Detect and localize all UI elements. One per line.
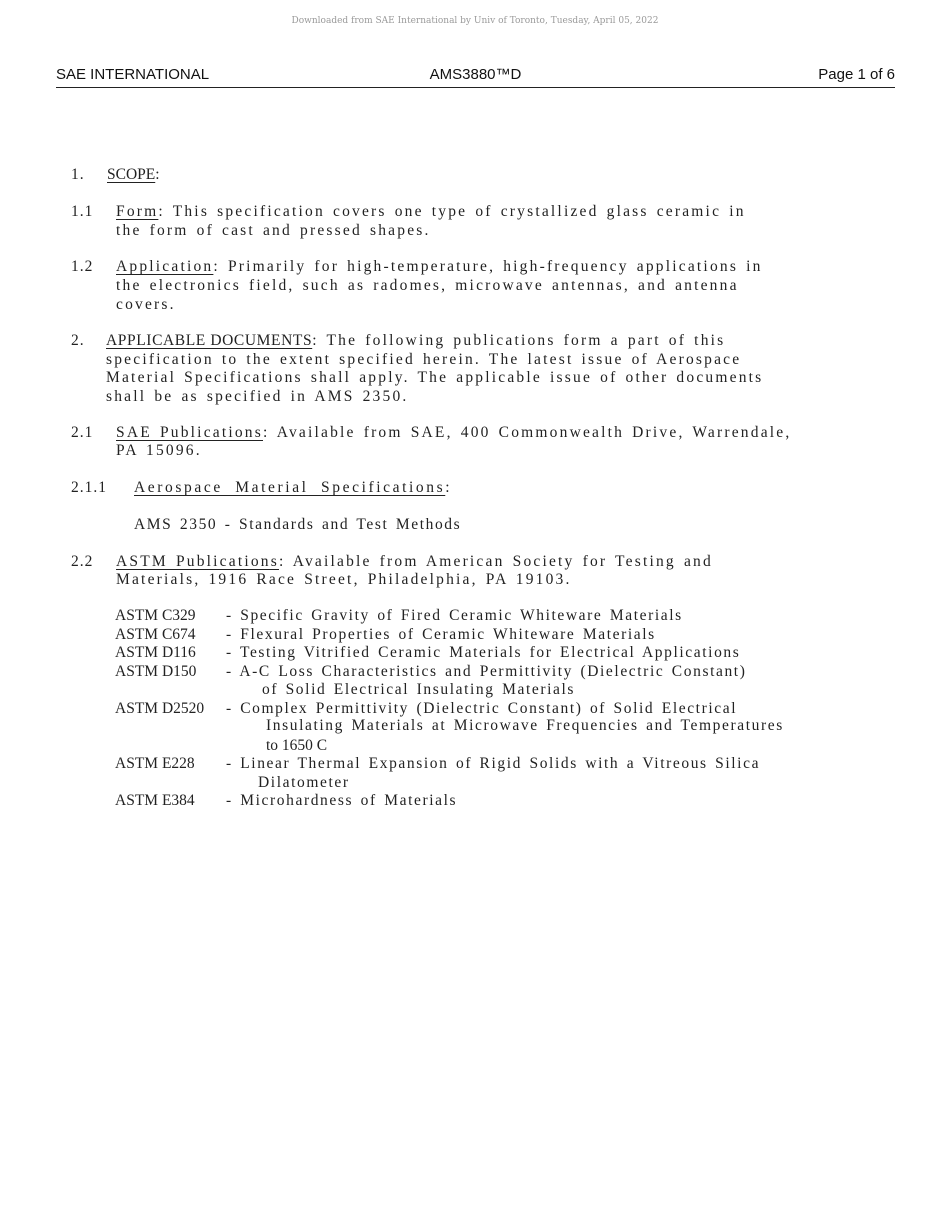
section-number: 2.2 <box>71 553 94 570</box>
subsection-heading-ams <box>134 479 452 498</box>
astm-description: - Linear Thermal Expansion of Rigid Solids with a Vitreous Silica <box>226 755 761 772</box>
section-heading-scope <box>107 166 160 185</box>
astm-description: - Testing Vitrified Ceramic Materials for Electrical Applications <box>226 644 741 661</box>
astm-description-continued: of Solid Electrical Insulating Materials <box>262 681 576 698</box>
applicable-docs-text: : The following publications form a part of this <box>312 332 726 349</box>
section-number: 1. <box>71 166 85 183</box>
ams-title: Aerospace Material Specifications <box>134 479 446 496</box>
applicable-docs-title: APPLICABLE DOCUMENTS <box>106 332 313 349</box>
astm-description: - Flexural Properties of Ceramic Whiteware Materials <box>226 626 656 643</box>
paragraph-application-line: covers. <box>116 296 176 313</box>
astm-code: ASTM C674 <box>115 626 196 643</box>
paragraph-form-line <box>116 203 746 222</box>
paragraph-applicable-docs-line: specification to the extent specified herein. The latest issue of Aerospace <box>106 351 742 368</box>
scope-colon: : <box>155 166 160 183</box>
section-number: 2.1.1 <box>71 479 107 496</box>
paragraph-applicable-docs-line <box>106 332 725 351</box>
form-title: Form <box>116 203 159 220</box>
astm-description: - A-C Loss Characteristics and Permittivity (Dielectric Constant) <box>226 663 747 680</box>
astm-description-continued: to 1650 C <box>266 737 328 754</box>
paragraph-form-line: the form of cast and pressed shapes. <box>116 222 431 239</box>
header-org: SAE INTERNATIONAL <box>56 66 210 83</box>
download-watermark: Downloaded from SAE International by Univ of Toronto, Tuesday, April 05, 2022 <box>291 16 659 26</box>
astm-code: ASTM D2520 <box>115 700 205 717</box>
section-number: 1.1 <box>71 203 94 220</box>
astm-description: - Microhardness of Materials <box>226 792 458 809</box>
paragraph-astm-pubs-line: Materials, 1916 Race Street, Philadelphia, PA 19103. <box>116 571 572 588</box>
form-text: : This specification covers one type of crystallized glass ceramic in <box>158 203 746 220</box>
section-number: 1.2 <box>71 258 94 275</box>
paragraph-sae-pubs-line: PA 15096. <box>116 442 202 459</box>
astm-pubs-text: : Available from American Society for Testing and <box>278 553 713 570</box>
sae-pubs-title: SAE Publications <box>116 424 263 441</box>
page-header <box>56 66 895 88</box>
scope-title: SCOPE <box>107 166 156 183</box>
ams-colon: : <box>445 479 453 496</box>
astm-code: ASTM E384 <box>115 792 195 809</box>
astm-description-continued: Insulating Materials at Microwave Frequencies and Temperatures <box>266 717 784 734</box>
astm-description: - Complex Permittivity (Dielectric Constant) of Solid Electrical <box>226 700 738 717</box>
paragraph-applicable-docs-line: shall be as specified in AMS 2350. <box>106 388 409 405</box>
section-number: 2.1 <box>71 424 94 441</box>
paragraph-sae-pubs-line <box>116 424 791 443</box>
section-number: 2. <box>71 332 85 349</box>
paragraph-applicable-docs-line: Material Specifications shall apply. The applicable issue of other documents <box>106 369 764 386</box>
ams-list-item: AMS 2350 - Standards and Test Methods <box>134 516 462 533</box>
astm-code: ASTM E228 <box>115 755 195 772</box>
astm-code: ASTM D116 <box>115 644 196 661</box>
astm-description-continued: Dilatometer <box>258 774 350 791</box>
paragraph-application-line <box>116 258 763 277</box>
paragraph-astm-pubs-line <box>116 553 713 572</box>
astm-code: ASTM C329 <box>115 607 196 624</box>
paragraph-application-line: the electronics field, such as radomes, microwave antennas, and antenna <box>116 277 739 294</box>
astm-code: ASTM D150 <box>115 663 197 680</box>
astm-pubs-title: ASTM Publications <box>116 553 279 570</box>
application-title: Application <box>116 258 214 275</box>
header-page-number: Page 1 of 6 <box>818 66 895 83</box>
application-text: : Primarily for high-temperature, high-frequency applications in <box>213 258 763 275</box>
header-doc-number: AMS3880™D <box>429 66 522 83</box>
sae-pubs-text: : Available from SAE, 400 Commonwealth Drive, Warrendale, <box>263 424 792 441</box>
astm-description: - Specific Gravity of Fired Ceramic Whiteware Materials <box>226 607 683 624</box>
